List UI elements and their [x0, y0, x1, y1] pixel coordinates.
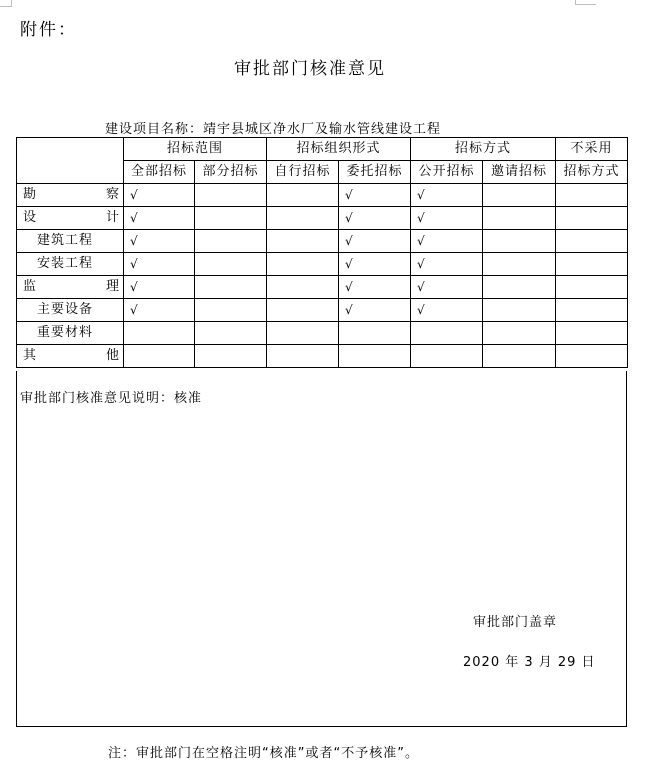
row-label: 建筑工程	[17, 230, 124, 253]
row-label: 其他	[17, 345, 124, 368]
subheader-full-bidding: 全部招标	[124, 161, 195, 184]
opinion-box	[16, 371, 627, 727]
empty-cell	[267, 299, 339, 322]
empty-cell	[483, 230, 556, 253]
empty-cell	[483, 207, 556, 230]
empty-cell	[556, 207, 628, 230]
row-label: 监理	[17, 276, 124, 299]
check-mark-cell: √	[124, 230, 195, 253]
empty-cell	[124, 345, 195, 368]
empty-cell	[556, 276, 628, 299]
empty-cell	[267, 322, 339, 345]
table-row	[17, 299, 628, 322]
header-not-adopted: 不采用	[556, 138, 628, 161]
empty-cell	[556, 299, 628, 322]
empty-cell	[483, 276, 556, 299]
crop-mark-top-left	[0, 0, 12, 7]
empty-cell	[267, 345, 339, 368]
empty-cell	[556, 184, 628, 207]
empty-cell	[411, 345, 483, 368]
check-mark-cell: √	[339, 253, 411, 276]
empty-cell	[267, 207, 339, 230]
check-mark-cell: √	[411, 230, 483, 253]
footnote: 注：审批部门在空格注明“核准”或者“不予核准”。	[108, 746, 419, 761]
empty-cell	[267, 230, 339, 253]
table-row	[17, 322, 628, 345]
seal-label: 审批部门盖章	[473, 615, 558, 630]
subheader-bidding-method: 招标方式	[556, 161, 628, 184]
table-row	[17, 207, 628, 230]
check-mark-cell: √	[411, 184, 483, 207]
empty-cell	[124, 322, 195, 345]
check-mark-cell: √	[411, 207, 483, 230]
check-mark-cell: √	[411, 299, 483, 322]
check-mark-cell: √	[411, 253, 483, 276]
page-title: 审批部门核准意见	[234, 59, 386, 79]
check-mark-cell: √	[124, 253, 195, 276]
empty-cell	[195, 184, 267, 207]
check-mark-cell: √	[124, 207, 195, 230]
subheader-open-bidding: 公开招标	[411, 161, 483, 184]
empty-cell	[195, 322, 267, 345]
table-row	[17, 276, 628, 299]
empty-cell	[556, 322, 628, 345]
table-corner-cell	[17, 138, 124, 184]
empty-cell	[195, 299, 267, 322]
subheader-entrusted-bidding: 委托招标	[339, 161, 411, 184]
table-row	[17, 253, 628, 276]
row-label: 勘察	[17, 184, 124, 207]
empty-cell	[556, 253, 628, 276]
row-label: 重要材料	[17, 322, 124, 345]
check-mark-cell: √	[124, 276, 195, 299]
subheader-self-bidding: 自行招标	[267, 161, 339, 184]
header-bidding-method: 招标方式	[411, 138, 556, 161]
empty-cell	[483, 345, 556, 368]
empty-cell	[483, 184, 556, 207]
check-mark-cell: √	[339, 184, 411, 207]
empty-cell	[556, 230, 628, 253]
project-name: 建设项目名称：靖宇县城区净水厂及输水管线建设工程	[105, 122, 442, 137]
check-mark-cell: √	[124, 299, 195, 322]
empty-cell	[195, 253, 267, 276]
empty-cell	[267, 276, 339, 299]
row-label: 主要设备	[17, 299, 124, 322]
approval-date: 2020 年 3 月 29 日	[463, 655, 596, 670]
empty-cell	[195, 276, 267, 299]
empty-cell	[195, 207, 267, 230]
empty-cell	[339, 345, 411, 368]
table-group-header-row	[17, 138, 628, 161]
empty-cell	[195, 345, 267, 368]
table-row	[17, 184, 628, 207]
empty-cell	[267, 253, 339, 276]
subheader-partial-bidding: 部分招标	[195, 161, 267, 184]
header-bidding-organization: 招标组织形式	[267, 138, 411, 161]
empty-cell	[267, 184, 339, 207]
table-row	[17, 230, 628, 253]
row-label: 设计	[17, 207, 124, 230]
check-mark-cell: √	[339, 299, 411, 322]
check-mark-cell: √	[124, 184, 195, 207]
check-mark-cell: √	[339, 207, 411, 230]
row-label: 安装工程	[17, 253, 124, 276]
empty-cell	[411, 322, 483, 345]
empty-cell	[195, 230, 267, 253]
empty-cell	[483, 299, 556, 322]
check-mark-cell: √	[411, 276, 483, 299]
table-row	[17, 345, 628, 368]
empty-cell	[339, 322, 411, 345]
table-body	[17, 184, 628, 368]
empty-cell	[483, 253, 556, 276]
approval-table	[16, 137, 628, 368]
check-mark-cell: √	[339, 230, 411, 253]
opinion-text: 审批部门核准意见说明：核准	[20, 391, 203, 406]
subheader-invited-bidding: 邀请招标	[483, 161, 556, 184]
empty-cell	[556, 345, 628, 368]
header-bidding-scope: 招标范围	[124, 138, 267, 161]
check-mark-cell: √	[339, 276, 411, 299]
empty-cell	[483, 322, 556, 345]
attachment-label: 附件：	[20, 20, 77, 40]
crop-mark-top-right	[575, 0, 596, 5]
